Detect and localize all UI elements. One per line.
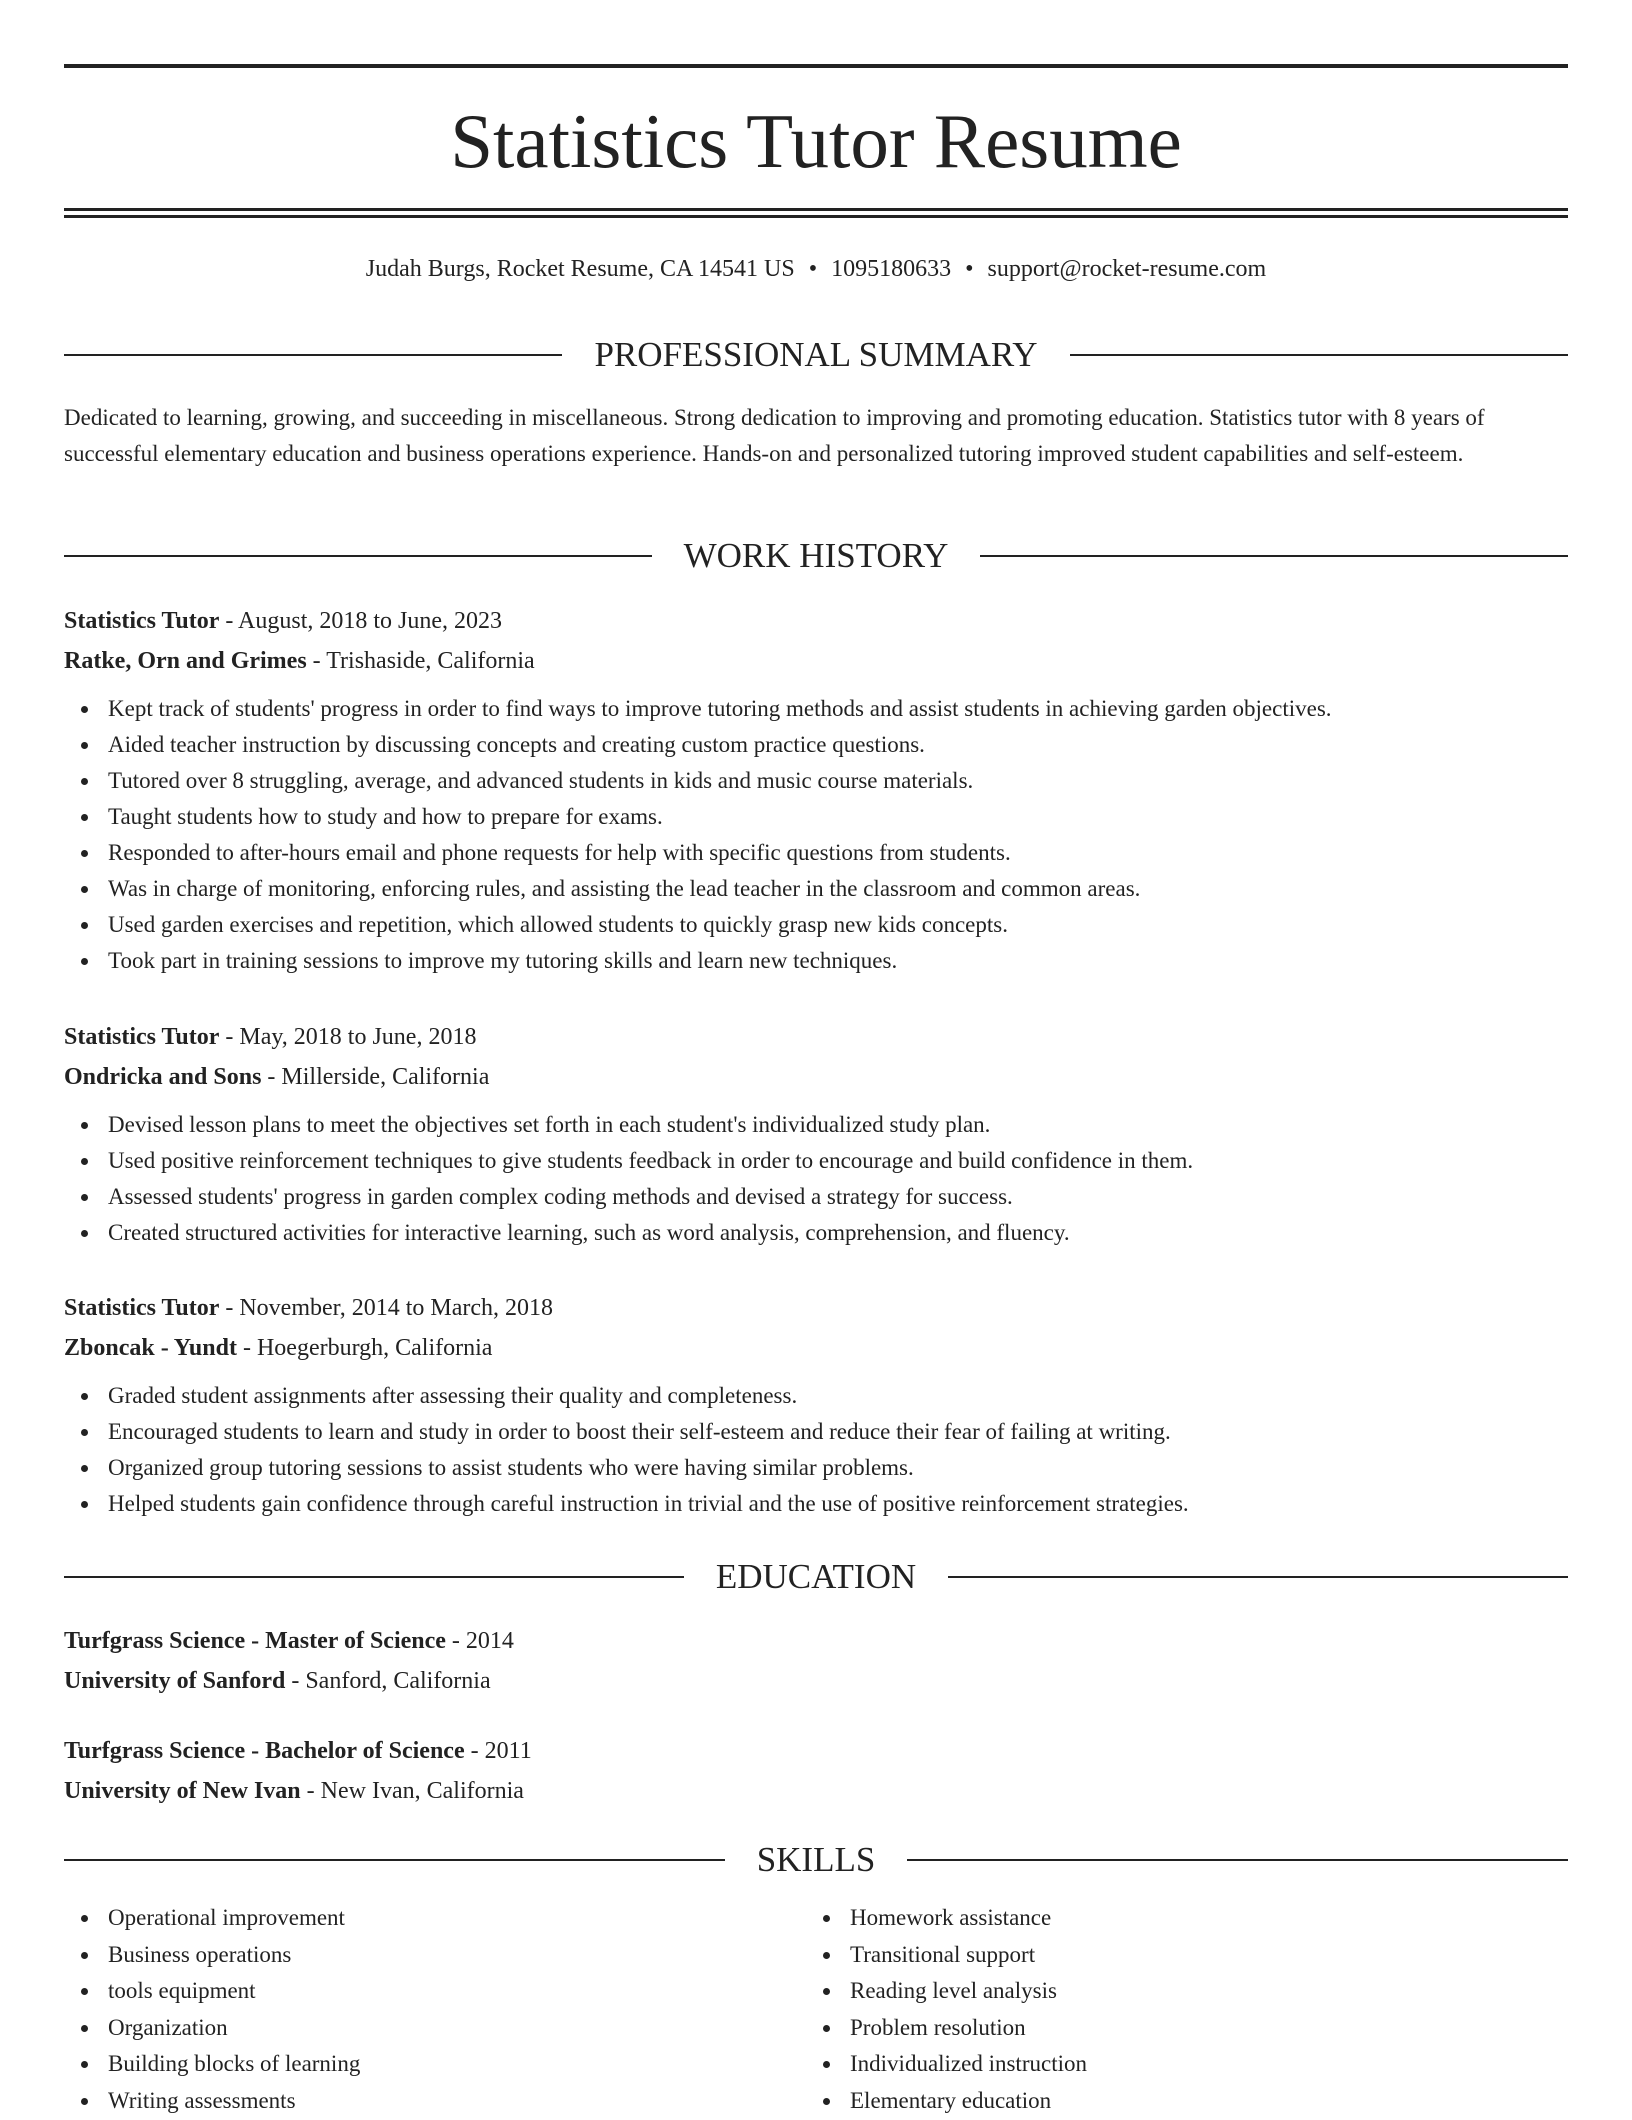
list-item: Responded to after-hours email and phone requests for help with specific questions from students. [64, 835, 1568, 871]
employer-location: - Trishaside, California [306, 648, 535, 674]
list-item: Created structured activities for interactive learning, such as word analysis, comprehension, and fluency. [64, 1215, 1568, 1251]
section-heading-summary [64, 332, 1568, 378]
degree-name: Turfgrass Science - Bachelor of Science [64, 1738, 465, 1764]
list-item: Graded student assignments after assessing their quality and completeness. [64, 1378, 1568, 1414]
section-heading-work-history [64, 533, 1568, 579]
section-heading-skills [64, 1837, 1568, 1883]
degree-line [64, 1731, 1568, 1771]
list-item: Taught students how to study and how to prepare for exams. [64, 799, 1568, 835]
skill-item: tools equipment [64, 1973, 664, 2010]
duties-list [64, 1378, 1568, 1522]
school-line [64, 1771, 1568, 1811]
title-double-rule-bottom [64, 215, 1568, 218]
job-title-line [64, 1017, 1568, 1057]
employer-line [64, 1057, 1568, 1097]
job-dates: - May, 2018 to June, 2018 [219, 1024, 477, 1050]
skills-column-right [806, 1900, 1406, 2120]
work-entry [64, 1288, 1568, 1522]
job-dates: - November, 2014 to March, 2018 [219, 1295, 553, 1321]
heading-rule [1070, 354, 1568, 356]
employer-name: Ratke, Orn and Grimes [64, 648, 307, 674]
list-item: Organized group tutoring sessions to assist students who were having similar problems. [64, 1450, 1568, 1486]
education-entry [64, 1621, 1568, 1701]
skill-item: Organization [64, 2010, 664, 2047]
job-title: Statistics Tutor [64, 1295, 220, 1321]
section-title: EDUCATION [715, 1557, 917, 1596]
contact-email: support@rocket-resume.com [987, 256, 1267, 282]
list-item: Was in charge of monitoring, enforcing rules, and assisting the lead teacher in the classroom and common areas. [64, 871, 1568, 907]
section-heading-education [64, 1554, 1568, 1600]
job-dates: - August, 2018 to June, 2023 [219, 608, 503, 634]
education-entry [64, 1731, 1568, 1811]
skill-item: Reading level analysis [806, 1973, 1406, 2010]
contact-line [0, 254, 1632, 284]
skill-item: Operational improvement [64, 1900, 664, 1937]
heading-rule [64, 354, 562, 356]
title-double-rule-top [64, 208, 1568, 211]
list-item: Used garden exercises and repetition, which allowed students to quickly grasp new kids concepts. [64, 907, 1568, 943]
contact-phone: 1095180633 [831, 256, 952, 282]
employer-line [64, 1328, 1568, 1368]
heading-rule [64, 1576, 684, 1578]
list-item: Devised lesson plans to meet the objectives set forth in each student's individualized study plan. [64, 1107, 1568, 1143]
employer-line [64, 641, 1568, 681]
section-title: SKILLS [756, 1840, 876, 1879]
list-item: Kept track of students' progress in order to find ways to improve tutoring methods and assist students in achieving garden objectives. [64, 691, 1568, 727]
skill-item: Elementary education [806, 2083, 1406, 2120]
heading-rule [64, 555, 652, 557]
heading-rule [948, 1576, 1568, 1578]
contact-separator: • [965, 256, 974, 282]
list-item: Used positive reinforcement techniques to give students feedback in order to encourage and build confidence in them. [64, 1143, 1568, 1179]
skill-item: Business operations [64, 1937, 664, 1974]
skill-item: Building blocks of learning [64, 2046, 664, 2083]
skill-item: Transitional support [806, 1937, 1406, 1974]
degree-name: Turfgrass Science - Master of Science [64, 1628, 446, 1654]
duties-list [64, 1107, 1568, 1251]
skill-item: Problem resolution [806, 2010, 1406, 2047]
skills-column-left [64, 1900, 664, 2120]
school-location: - Sanford, California [285, 1668, 491, 1694]
skill-item: Individualized instruction [806, 2046, 1406, 2083]
skill-item: Writing assessments [64, 2083, 664, 2120]
graduation-year: - 2011 [464, 1738, 532, 1764]
work-entry [64, 1017, 1568, 1251]
summary-text: Dedicated to learning, growing, and succeeding in miscellaneous. Strong dedication to improving and promoting education. Statistics tutor with 8 years of successful elementary education and business operations experience. Hands-on and personalized tutoring improved student capabilities and self-esteem. [64, 405, 1485, 466]
list-item: Assessed students' progress in garden complex coding methods and devised a strategy for success. [64, 1179, 1568, 1215]
section-title: WORK HISTORY [683, 536, 949, 575]
contact-separator: • [808, 256, 818, 282]
work-entry [64, 601, 1568, 979]
list-item: Helped students gain confidence through careful instruction in trivial and the use of positive reinforcement strategies. [64, 1486, 1568, 1522]
duties-list [64, 691, 1568, 979]
degree-line [64, 1621, 1568, 1661]
page-title: Statistics Tutor Resume [450, 98, 1182, 184]
skill-item: Homework assistance [806, 1900, 1406, 1937]
employer-name: Zboncak - Yundt [64, 1335, 237, 1361]
list-item: Aided teacher instruction by discussing concepts and creating custom practice questions. [64, 727, 1568, 763]
job-title: Statistics Tutor [64, 608, 220, 634]
heading-rule [64, 1859, 725, 1861]
job-title-line [64, 601, 1568, 641]
heading-rule [907, 1859, 1568, 1861]
skills-list [806, 1900, 1406, 2120]
heading-rule [980, 555, 1568, 557]
school-name: University of New Ivan [64, 1778, 301, 1804]
graduation-year: - 2014 [445, 1628, 514, 1654]
list-item: Took part in training sessions to improve my tutoring skills and learn new techniques. [64, 943, 1568, 979]
list-item: Encouraged students to learn and study in order to boost their self-esteem and reduce their fear of failing at writing. [64, 1414, 1568, 1450]
employer-name: Ondricka and Sons [64, 1064, 262, 1090]
top-rule [64, 64, 1568, 68]
skills-list [64, 1900, 664, 2120]
school-location: - New Ivan, California [300, 1778, 524, 1804]
school-name: University of Sanford [64, 1668, 286, 1694]
employer-location: - Millerside, California [261, 1064, 490, 1090]
section-title: PROFESSIONAL SUMMARY [594, 335, 1038, 374]
job-title: Statistics Tutor [64, 1024, 220, 1050]
employer-location: - Hoegerburgh, California [236, 1335, 493, 1361]
school-line [64, 1661, 1568, 1701]
list-item: Tutored over 8 struggling, average, and advanced students in kids and music course materials. [64, 763, 1568, 799]
contact-address: Judah Burgs, Rocket Resume, CA 14541 US [365, 256, 795, 282]
job-title-line [64, 1288, 1568, 1328]
